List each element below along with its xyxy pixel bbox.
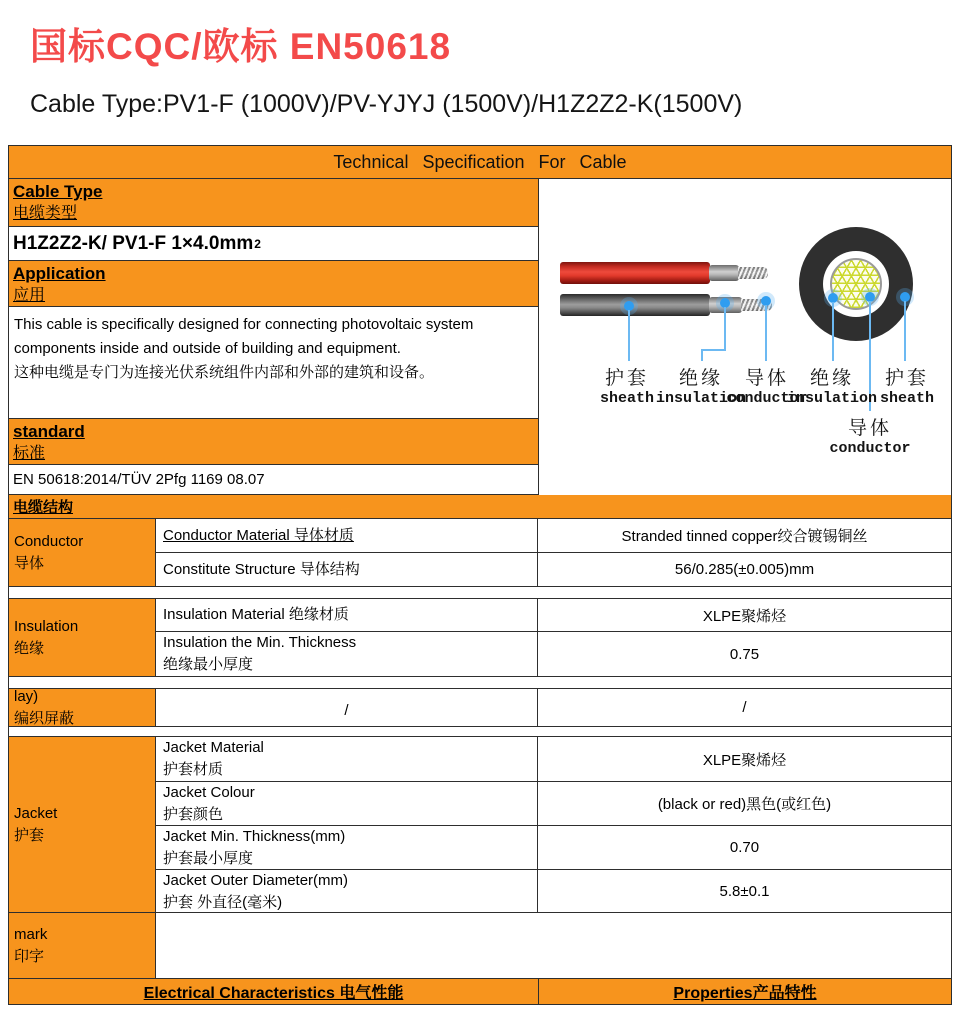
group-label-en: mark [14, 925, 48, 943]
application-label-en: Application [13, 264, 106, 283]
callout-label-sheath-1 [600, 363, 654, 407]
table-row [156, 519, 951, 552]
row-label: Constitute Structure 导体结构 [163, 560, 360, 578]
callout-line [701, 349, 703, 361]
row-value: XLPE聚烯烃 [702, 607, 787, 625]
table-row [156, 869, 951, 913]
red-cable-insulation [709, 265, 739, 281]
row-label: Insulation Material 绝缘材质 [163, 606, 349, 624]
label-en: insulation [786, 390, 878, 407]
row-value: XLPE聚烯烃 [702, 751, 787, 769]
application-label-cell [9, 261, 538, 307]
cross-section-conductor [830, 258, 882, 310]
label-zh: 护套 [884, 368, 930, 389]
cable-type-label-en: Cable Type [13, 182, 103, 201]
footer-properties: Properties产品特性 [673, 985, 817, 1002]
table-header: Technical Specification For Cable [9, 146, 951, 179]
spacer-row [9, 677, 951, 689]
cable-type-value: H1Z2Z2-K/ PV1-F 1×4.0mm [13, 232, 254, 254]
application-desc-en: This cable is specifically designed for connecting photovoltaic system components inside and outside of building and equipment. [14, 316, 474, 357]
row-label-zh: 护套材质 [163, 761, 224, 778]
page-title: 国标CQC/欧标 EN50618 [30, 26, 452, 67]
row-value: 56/0.285(±0.005)mm [674, 561, 815, 578]
row-label: / [344, 702, 349, 720]
red-cable-sheath [560, 262, 710, 284]
cable-type-label-cell [9, 179, 538, 227]
row-value: 0.70 [729, 839, 760, 856]
insulation-group [9, 599, 951, 677]
callout-label-conductor-2 [829, 413, 910, 457]
table-row [156, 631, 951, 676]
conductor-group-label [9, 519, 156, 586]
callout-label-sheath-2 [880, 363, 934, 407]
cable-type-value-cell [9, 227, 538, 261]
callout-line [832, 302, 834, 361]
label-zh: 导体 [847, 418, 893, 439]
row-label: Jacket Min. Thickness(mm) [163, 827, 346, 845]
callout-line [724, 307, 726, 351]
label-en: sheath [599, 390, 655, 407]
table-row [156, 689, 951, 726]
cable-diagram-panel [539, 179, 951, 495]
cable-type-label-zh: 电缆类型 [13, 204, 78, 222]
technical-spec-table [8, 145, 952, 1005]
row-label: Insulation the Min. Thickness [163, 634, 357, 652]
table-row-empty [156, 913, 951, 978]
row-label: Conductor Material 导体材质 [163, 526, 354, 544]
callout-label-insulation-2 [787, 363, 877, 407]
cable-type-value-sup: 2 [254, 236, 261, 251]
table-row [156, 552, 951, 586]
row-label-zh: 护套颜色 [163, 805, 224, 823]
application-label-zh: 应用 [13, 286, 46, 304]
footer-electrical-characteristics: Electrical Characteristics 电气性能 [9, 979, 539, 1004]
row-label: Jacket Outer Diameter(mm) [163, 871, 349, 889]
row-value: Stranded tinned copper绞合镀锡铜丝 [621, 528, 868, 545]
footer-bar [9, 979, 951, 1004]
spacer-row [9, 587, 951, 599]
spacer-row [9, 727, 951, 737]
group-label-zh: 编织屏蔽 [14, 709, 75, 727]
group-label-zh: 护套 [14, 826, 45, 844]
row-label: Jacket Material [163, 739, 264, 757]
standard-label-en: standard [13, 422, 85, 441]
mark-group-label [9, 913, 156, 978]
row-value: 0.75 [729, 645, 760, 663]
standard-label-cell [9, 419, 538, 465]
insulation-group-label [9, 599, 156, 676]
black-cable-sheath [560, 294, 710, 316]
application-desc-zh: 这种电缆是专门为连接光伏系统组件内部和外部的建筑和设备。 [14, 364, 435, 381]
table-row [156, 599, 951, 631]
top-left-column [9, 179, 539, 495]
conductor-group [9, 519, 951, 587]
top-section [9, 179, 951, 495]
row-label-zh: 护套 外直径(毫米) [163, 893, 283, 911]
label-en: conductor [829, 440, 911, 457]
callout-line [765, 305, 767, 361]
label-en: conductor [726, 390, 808, 407]
table-row [156, 825, 951, 869]
structure-section-header: 电缆结构 [9, 495, 951, 519]
row-label-zh: 护套最小厚度 [163, 849, 254, 867]
jacket-group-label [9, 737, 156, 912]
group-label-zh: 绝缘 [14, 639, 45, 657]
table-row [156, 737, 951, 781]
label-en: insulation [655, 390, 747, 407]
row-value: 5.8±0.1 [719, 883, 770, 900]
group-label-en: Jacket [14, 804, 58, 822]
group-label-en: lay) [14, 687, 39, 705]
row-value: / [742, 699, 747, 716]
table-row [156, 781, 951, 825]
label-zh: 导体 [744, 368, 790, 389]
red-cable-conductor [738, 267, 768, 279]
group-label-en: Conductor [14, 532, 84, 550]
label-zh: 护套 [604, 368, 650, 389]
callout-line [628, 310, 630, 361]
label-en: sheath [879, 390, 935, 407]
cross-section-sheath-ring [799, 227, 913, 341]
callout-line [904, 301, 906, 361]
label-zh: 绝缘 [678, 368, 724, 389]
group-label-zh: 印字 [14, 947, 45, 965]
row-label: Jacket Colour [163, 783, 255, 801]
jacket-group [9, 737, 951, 913]
mark-group [9, 913, 951, 979]
callout-line [701, 349, 726, 351]
row-value: (black or red)黑色(或红色) [657, 796, 832, 813]
group-label-en: Insulation [14, 617, 79, 635]
standard-label-zh: 标准 [13, 444, 46, 462]
label-zh: 绝缘 [809, 368, 855, 389]
standard-value-cell: EN 50618:2014/TÜV 2Pfg 1169 08.07 [9, 465, 538, 495]
application-desc-cell [9, 307, 538, 419]
group-label-zh: 导体 [14, 554, 45, 572]
row-label-zh: 绝缘最小厚度 [163, 656, 254, 673]
shield-group [9, 689, 951, 727]
cable-type-subtitle: Cable Type:PV1-F (1000V)/PV-YJYJ (1500V)/H1Z2Z2-K(1500V) [30, 90, 743, 118]
shield-group-label [9, 689, 156, 726]
